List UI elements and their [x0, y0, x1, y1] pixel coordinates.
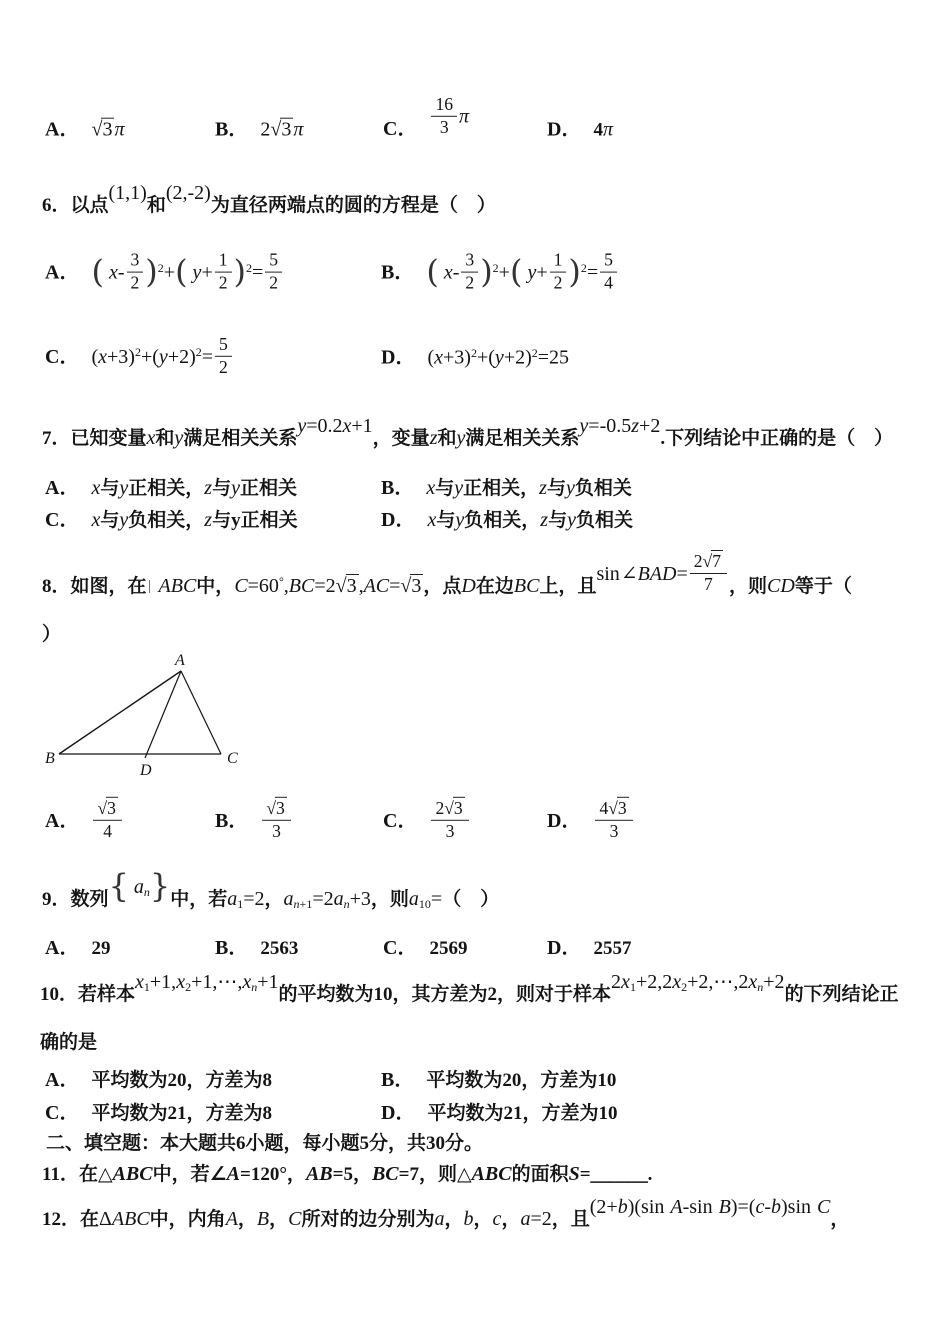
q5-option-b: B． 2√3 π	[215, 118, 304, 141]
question-12-text: 12．在ΔABC中，内角A，B，C所对的边分别为a，b，c，a=2，且(2+b)(sin A-sin B)=(c-b)sin C，	[42, 1196, 850, 1230]
question-6-title: 6．以点(1,1)和(2,-2)为直径两端点的圆的方程是（ ）	[42, 182, 496, 216]
q10-option-a: A． 平均数为20，方差为8	[45, 1069, 272, 1091]
q9-option-c: C． 2569	[383, 937, 468, 959]
q10-option-c: C． 平均数为21，方差为8	[45, 1102, 272, 1124]
question-6-options-row-cd	[45, 322, 940, 394]
triangle-figure	[45, 653, 245, 783]
q5-option-a: A． √3 π	[45, 118, 125, 141]
q9-option-d: D． 2557	[547, 937, 632, 959]
question-7-title: 7．已知变量x和y满足相关关系y=0.2x+1，变量z和y满足相关关系y=-0.5z+2.下列结论中正确的是（ ）	[42, 415, 894, 449]
q9-option-a: A． 29	[45, 937, 111, 959]
question-8-title: 8．如图，在 ABC中，C=60°,BC=2√3 ,AC=√3 ，点D在边BC上，且sin∠BAD= $\frac{2√7}{7}$ ，则CD等于（	[42, 551, 852, 597]
q5-option-c: C． $\frac{16}{3}$ π	[383, 93, 470, 140]
q8-option-c: C． $\frac{2√3}{3}$	[383, 801, 471, 843]
q7-option-d: D． x与y负相关，z与y负相关	[381, 509, 633, 531]
q7-option-b: B． x与y正相关，z与y负相关	[381, 477, 632, 499]
q10-option-b: B． 平均数为20，方差为10	[381, 1069, 617, 1091]
section-2-header: 二、填空题：本大题共6小题，每小题5分，共30分。	[46, 1133, 484, 1154]
q7-option-c: C． x与y负相关，z与y正相关	[45, 509, 298, 531]
question-10-title-line2: 确的是	[40, 1032, 98, 1053]
question-8-title-close-paren: ）	[42, 624, 62, 645]
vertex-label-b: B	[45, 750, 55, 767]
vertex-label-d: D	[140, 762, 152, 779]
question-5-options-row	[45, 93, 940, 159]
q7-option-a: A． x与y正相关，z与y正相关	[45, 477, 297, 499]
q6-option-c: C． $(x+3)^2+(y+2)^2=$ $\frac{5}{2}$	[45, 337, 234, 379]
q6-option-b: B． ( x- $\frac{3}{2}$ )$^2$+( y+ $\frac{1}{2}$ )$^2$= $\frac{5}{4}$	[381, 252, 619, 297]
q8-option-a: A． $\frac{√3}{4}$	[45, 801, 124, 843]
vertex-label-c: C	[227, 750, 238, 767]
q8-option-d: D． $\frac{4√3}{3}$	[547, 801, 635, 843]
q6-option-a: A． ( x- $\frac{3}{2}$ )$^2$+( y+ $\frac{1}{2}$ )$^2$= $\frac{5}{2}$	[45, 252, 284, 297]
question-9-title: 9．数列{ $a_n$}中，若$a_1=2$，$a_{n+1}=2a_n+3$，则$a_{10}=$（ ）	[42, 867, 500, 911]
q6-option-d: D． $(x+3)^2+(y+2)^2=25$	[381, 346, 570, 369]
vertex-label-a: A	[175, 653, 185, 669]
question-6-options-row-ab	[45, 236, 940, 312]
q9-option-b: B． 2563	[215, 937, 299, 959]
question-11-text: 11．在△ABC中，若∠A=120°，AB=5，BC=7，则△ABC的面积S=＿＿＿.	[42, 1163, 653, 1185]
q5-option-d: D． 4π	[547, 118, 613, 141]
q10-option-d: D． 平均数为21，方差为10	[381, 1102, 618, 1124]
question-8-options-row	[45, 788, 940, 856]
q8-option-b: B． $\frac{√3}{3}$	[215, 801, 293, 843]
question-10-title-line1: 10．若样本$x_1+1,x_2+1,\cdots,x_n+1$的平均数为10，其方差为2，则对于样本$2x_1+2,2x_2+2,\cdots,2x_n+2$的下列结论正	[40, 971, 899, 1005]
